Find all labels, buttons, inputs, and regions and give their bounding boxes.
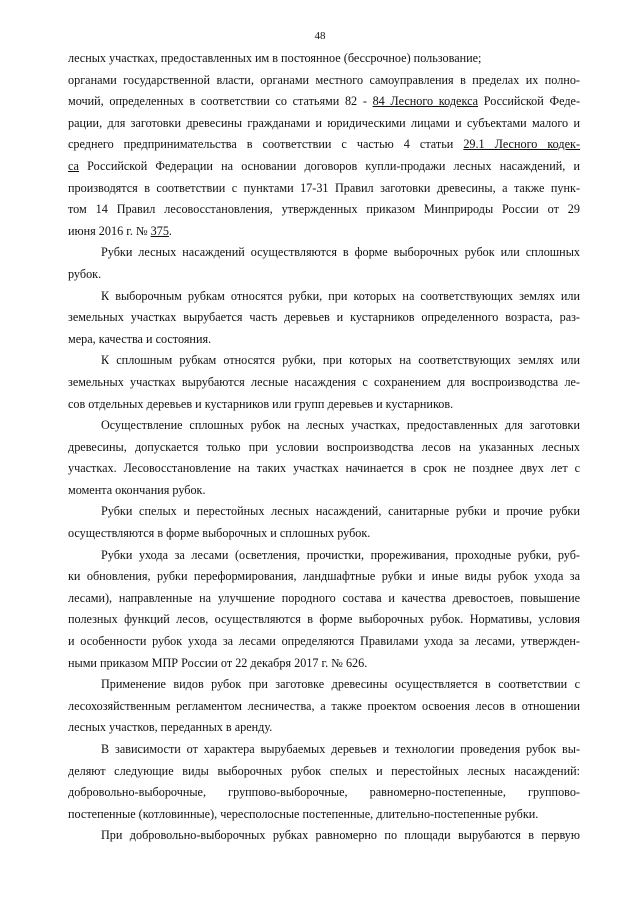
- text-line: Рубки лесных насаждений осуществляются в форме выборочных рубок или сплошных: [101, 245, 580, 260]
- text-line: [68, 134, 580, 156]
- text-line: сов отдельных деревьев и кустарников или групп деревьев и кустарников.: [68, 396, 454, 411]
- text-line: При добровольно-выборочных рубках равномерно по площади вырубаются в первую: [101, 828, 580, 843]
- text-line: лесных участков, переданных в аренду.: [68, 720, 273, 735]
- law-reference-link[interactable]: 375: [150, 223, 169, 238]
- law-reference-link[interactable]: са: [68, 158, 79, 173]
- text-line: [68, 221, 580, 243]
- text-line: ки обновления, рубки переформирования, ландшафтные рубки и иные виды рубок ухода за: [68, 569, 580, 584]
- text-line: земельных участках вырубается часть деревьев и кустарников определенного возраста, раз-: [68, 310, 580, 325]
- text-line: Осуществление сплошных рубок на лесных участках, предоставленных для заготовки: [101, 418, 580, 433]
- law-reference-link[interactable]: 29.1 Лесного кодек-: [463, 137, 581, 152]
- text-line: Рубки спелых и перестойных лесных насаждений, санитарные рубки и прочие рубки: [101, 504, 580, 519]
- text-line: В зависимости от характера вырубаемых деревьев и технологии проведения рубок вы-: [101, 742, 580, 756]
- text-line: производятся в соответствии с пунктами 17-31 Правил заготовки древесины, а также пунк-: [68, 180, 580, 195]
- text-line: К сплошным рубкам относятся рубки, при которых на соответствующих землях или: [101, 353, 580, 368]
- text-line: участках. Лесовосстановление на таких участках начинается в срок не позднее двух лет с: [68, 461, 580, 476]
- text-line: осуществляются в форме выборочных и сплошных рубок.: [68, 526, 371, 541]
- text-line: [68, 156, 580, 178]
- text-line: лесами), направленные на улучшение породного состава и качества древостоев, повышение: [68, 590, 580, 605]
- text-fragment: Российской Феде-: [478, 94, 581, 109]
- text-line: момента окончания рубок.: [68, 482, 206, 497]
- text-line: органами государственной власти, органами местного самоуправления в пределах их полно-: [68, 72, 580, 87]
- text-line: рубок.: [68, 266, 102, 281]
- text-line: мера, качества и состояния.: [68, 331, 212, 346]
- document-body: [68, 48, 580, 847]
- text-fragment: мочий, определенных в соответствии со статьями 82 -: [68, 94, 373, 109]
- text-fragment: июня 2016 г. №: [68, 223, 151, 238]
- law-reference-link[interactable]: 84 Лесного кодекса: [372, 94, 479, 109]
- text-line: том 14 Правил лесовосстановления, утвержденных приказом Минприроды России от 29: [68, 202, 580, 217]
- text-line: земельных участках вырубаются лесные насаждения с сохранением для воспроизводства ле-: [68, 374, 580, 389]
- text-line: Применение видов рубок при заготовке древесины осуществляется в соответствии с: [101, 677, 580, 692]
- text-line: рации, для заготовки древесины гражданами и юридическими лицами и субъектами малого и: [68, 115, 580, 130]
- text-line: К выборочным рубкам относятся рубки, при которых на соответствующих землях или: [101, 288, 580, 303]
- page-number: 48: [314, 30, 326, 42]
- text-line: лесных участках, предоставленных им в постоянное (бессрочное) пользование;: [68, 51, 482, 65]
- text-line: Рубки ухода за лесами (осветления, прочистки, прореживания, проходные рубки, руб-: [101, 547, 580, 562]
- text-line: деляют следующие виды выборочных рубок спелых и перестойных лесных насаждений:: [68, 763, 580, 778]
- text-fragment: среднего предпринимательства в соответствии с частью 4 статьи: [68, 137, 464, 152]
- text-line: древесины, допускается только при условии воспроизводства лесов на указанных лесных: [68, 439, 580, 454]
- text-line: полезных функций лесов, осуществляются в форме выборочных рубок. Нормативы, условия: [68, 612, 580, 627]
- text-line: лесохозяйственным регламентом лесничества, а также проектом освоения лесов в отношении: [68, 698, 580, 713]
- text-fragment: Российской Федерации на основании договоров купли-продажи лесных насаждений, и: [78, 158, 580, 173]
- text-line: [68, 91, 580, 113]
- text-line: ными приказом МПР России от 22 декабря 2017 г. № 626.: [68, 655, 368, 670]
- text-line: добровольно-выборочные, группово-выборочные, равномерно-постепенные, группово-: [68, 785, 580, 800]
- text-line: постепенные (котловинные), чересполосные постепенные, длительно-постепенные рубки.: [68, 806, 539, 821]
- text-line: и особенности рубок ухода за лесами определяются Правилами ухода за лесами, утвержден-: [68, 634, 580, 649]
- text-fragment: .: [168, 223, 172, 238]
